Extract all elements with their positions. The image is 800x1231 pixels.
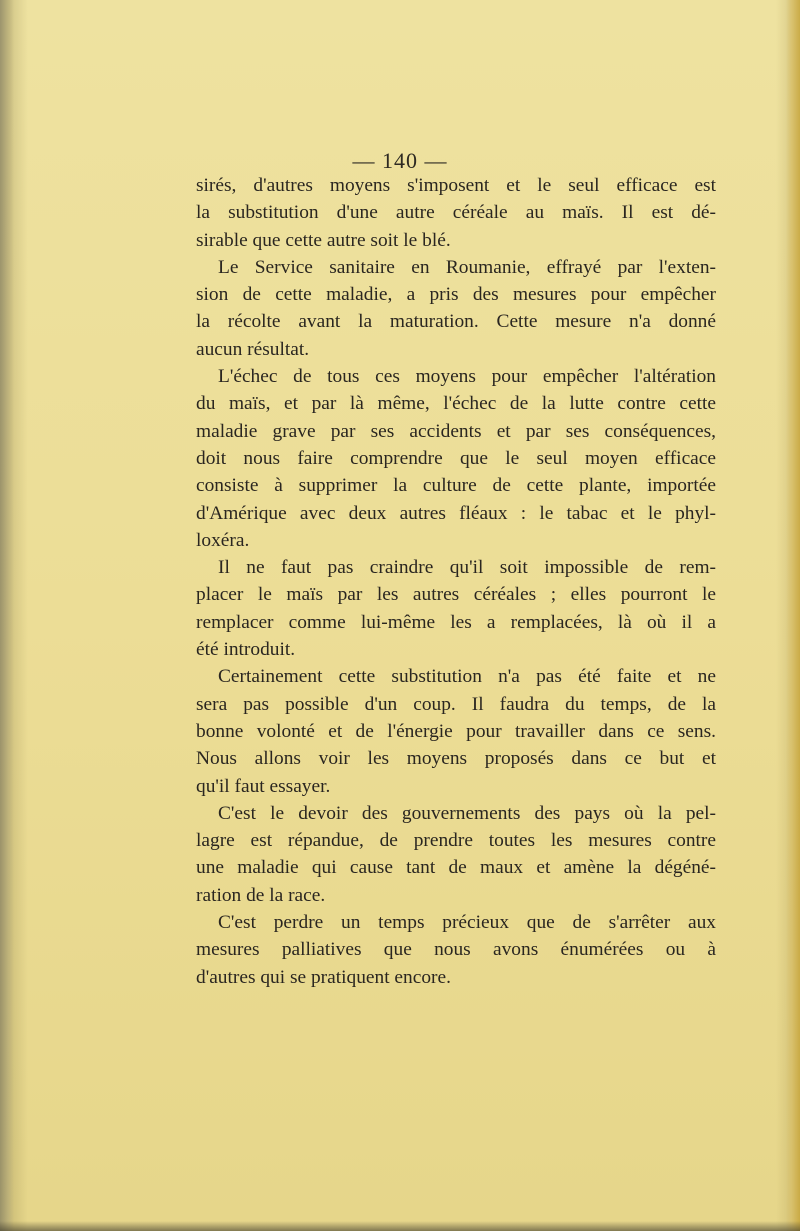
text-line: lagre est répandue, de prendre toutes les mesures contre [196,830,716,852]
text-line: été introduit. [196,639,296,661]
text-line: consiste à supprimer la culture de cette plante, importée [196,475,716,497]
text-line: sera pas possible d'un coup. Il faudra du temps, de la [196,693,716,715]
paragraph-5 [196,663,716,799]
page-number: — 140 — [352,148,448,173]
text-line: la récolte avant la maturation. Cette mesure n'a donné [196,311,716,333]
text-line: la substitution d'une autre céréale au maïs. Il est dé- [196,202,716,224]
text-line: Nous allons voir les moyens proposés dans ce but et [196,748,716,770]
text-line: une maladie qui cause tant de maux et amène la dégéné- [196,857,716,879]
text-line: sion de cette maladie, a pris des mesures pour empêcher [196,284,716,306]
paragraph-1 [196,172,716,254]
text-line: sirés, d'autres moyens s'imposent et le seul efficace est [196,175,716,196]
paragraph-7 [196,909,716,991]
text-line: remplacer comme lui-même les a remplacées, là où il a [196,611,716,633]
text-line: L'échec de tous ces moyens pour empêcher l'altération [218,366,716,388]
page-right-edge-shadow [786,0,800,1231]
text-line: doit nous faire comprendre que le seul moyen efficace [196,447,716,469]
text-line: Il ne faut pas craindre qu'il soit impossible de rem- [218,557,716,579]
paragraph-2 [196,254,716,363]
text-line: aucun résultat. [196,338,310,360]
text-line: mesures palliatives que nous avons énumérées ou à [196,939,716,961]
text-line: Certainement cette substitution n'a pas été faite et ne [218,666,716,688]
text-line: du maïs, et par là même, l'échec de la lutte contre cette [196,393,716,415]
page-left-edge-shadow [0,0,14,1231]
page-bottom-edge-shadow [0,1221,800,1231]
paragraph-3 [196,363,716,554]
text-line: Le Service sanitaire en Roumanie, effrayé par l'exten- [218,256,716,278]
text-line: sirable que cette autre soit le blé. [196,229,451,251]
text-line: d'autres qui se pratiquent encore. [196,966,451,988]
text-line: qu'il faut essayer. [196,775,331,797]
text-line: d'Amérique avec deux autres fléaux : le tabac et le phyl- [196,502,716,524]
text-line: ration de la race. [196,884,326,906]
text-line: loxéra. [196,529,250,551]
paragraph-6 [196,800,716,909]
text-line: C'est perdre un temps précieux que de s'arrêter aux [218,912,716,934]
text-line: C'est le devoir des gouvernements des pays où la pel- [218,802,716,824]
paragraph-4 [196,554,716,663]
text-line: maladie grave par ses accidents et par ses conséquences, [196,420,716,442]
text-line: bonne volonté et de l'énergie pour travailler dans ce sens. [196,720,716,742]
body-text [196,172,716,991]
text-line: placer le maïs par les autres céréales ; elles pourront le [196,584,716,606]
